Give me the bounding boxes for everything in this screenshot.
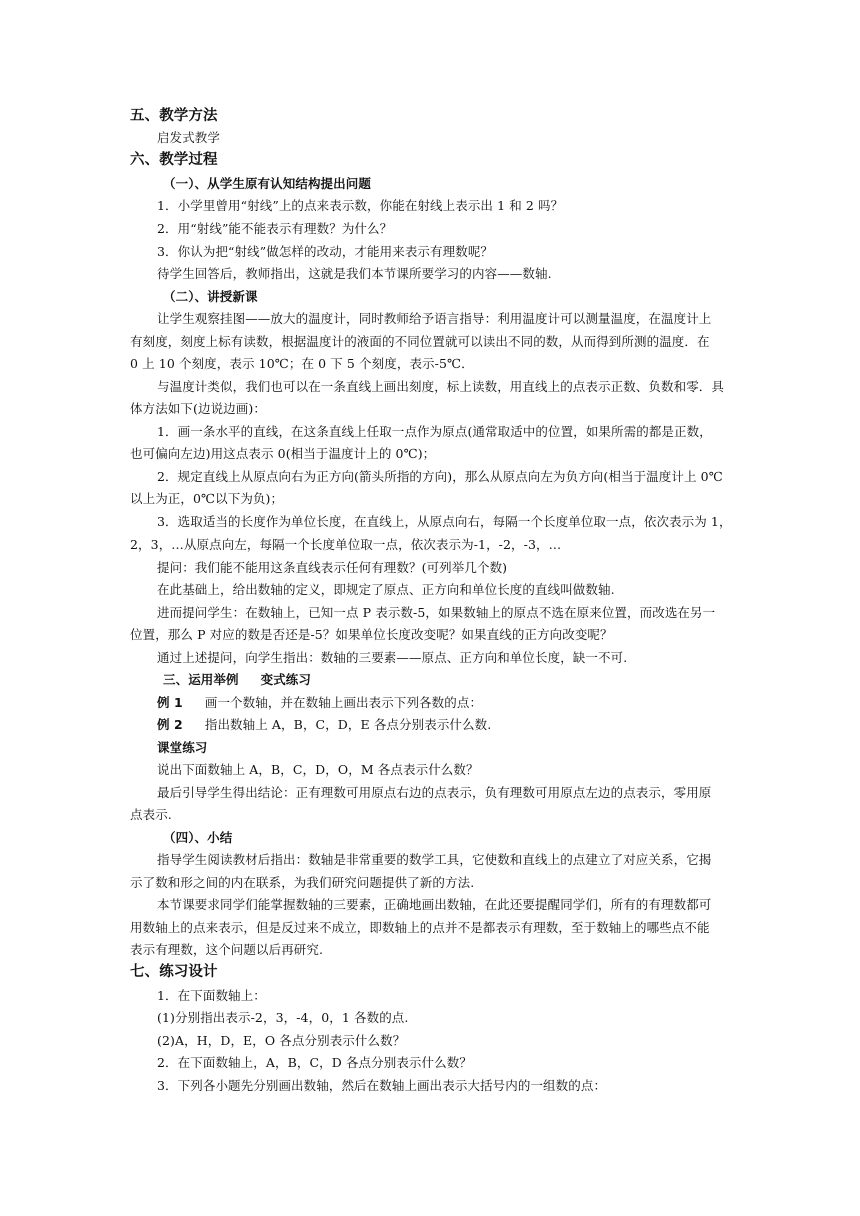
sub3-heading-part1: 三、运用举例: [163, 672, 239, 687]
sub4-heading: （四）、小结: [163, 830, 233, 845]
sub2-step2-line2: 以上为正，0℃以下为负)；: [130, 491, 284, 506]
exercise-1a: (1)分别指出表示-2，3，-4，0，1 各数的点.: [157, 1010, 409, 1025]
example-1: [157, 695, 735, 711]
sub3-final-line2: 点表示.: [130, 807, 172, 822]
example-1-text: 画一个数轴，并在数轴上画出表示下列各数的点：: [204, 695, 483, 710]
sub4-p1-line2: 示了数和形之间的内在联系，为我们研究问题提供了新的方法.: [130, 875, 475, 890]
sub2-step1-line2: 也可偏向左边)用这点表示 0(相当于温度计上的 0℃)；: [130, 446, 436, 461]
practice-text: 说出下面数轴上 A，B，C，D，O，M 各点表示什么数？: [157, 762, 479, 777]
sub2-step2-line1: 2．规定直线上从原点向右为正方向(箭头所指的方向)，那么从原点向左为负方向(相当于温度计上 0℃: [157, 469, 723, 484]
sub1-q2: 2．用“射线”能不能表示有理数？为什么？: [157, 221, 393, 236]
section-5-text: 启发式教学: [157, 130, 221, 145]
section-6-heading: 六、教学过程: [130, 152, 218, 168]
sub4-p2-line3: 表示有理数，这个问题以后再研究.: [130, 942, 324, 957]
sub2-heading: （二）、讲授新课: [163, 289, 258, 304]
sub2-define: 在此基础上，给出数轴的定义，即规定了原点、正方向和单位长度的直线叫做数轴.: [157, 582, 615, 597]
exercise-1: 1．在下面数轴上：: [157, 988, 266, 1003]
sub2-further-line2: 位置，那么 P 对应的数是否还是-5？如果单位长度改变呢？如果直线的正方向改变呢？: [130, 627, 613, 642]
sub1-after: 待学生回答后，教师指出，这就是我们本节课所要学习的内容——数轴.: [157, 266, 552, 281]
sub3-final-line1: 最后引导学生得出结论：正有理数可用原点右边的点表示，负有理数可用原点左边的点表示，零用原: [157, 785, 712, 800]
sub2-p2-line1: 与温度计类似，我们也可以在一条直线上画出刻度，标上读数，用直线上的点表示正数、负数和零．具: [157, 379, 725, 394]
exercise-1b: (2)A，H，D，E，O 各点分别表示什么数？: [157, 1033, 406, 1048]
sub2-conclude: 通过上述提问，向学生指出：数轴的三要素——原点、正方向和单位长度，缺一不可.: [157, 650, 628, 665]
sub2-step1-line1: 1．画一条水平的直线，在这条直线上任取一点作为原点(通常取适中的位置，如果所需的都是正数，: [157, 424, 712, 439]
sub2-step3-line1: 3．选取适当的长度作为单位长度，在直线上，从原点向右，每隔一个长度单位取一点，依次表示为 1，: [157, 514, 732, 529]
sub2-p2-line2: 体方法如下(边说边画)：: [130, 401, 266, 416]
sub2-step3-line2: 2，3，…从原点向左，每隔一个长度单位取一点，依次表示为-1，-2，-3，…: [130, 537, 562, 552]
exercise-2: 2．在下面数轴上，A，B，C，D 各点分别表示什么数？: [157, 1055, 472, 1070]
example-2-text: 指出数轴上 A，B，C，D，E 各点分别表示什么数.: [204, 717, 492, 732]
sub2-further-line1: 进而提问学生：在数轴上，已知一点 P 表示数-5，如果数轴上的原点不选在原来位置，而改选在另一: [157, 605, 716, 620]
sub1-heading: （一）、从学生原有认知结构提出问题: [163, 176, 371, 191]
section-5-heading: 五、教学方法: [130, 108, 218, 124]
sub2-p1-line1: 让学生观察挂图——放大的温度计，同时教师给予语言指导：利用温度计可以测量温度，在温度计上: [157, 311, 712, 326]
sub4-p2-line1: 本节课要求同学们能掌握数轴的三要素，正确地画出数轴，在此还要提醒同学们，所有的有理数都可: [157, 897, 712, 912]
sub2-p1-line3: 0 上 10 个刻度，表示 10℃；在 0 下 5 个刻度，表示-5℃．: [130, 356, 474, 371]
sub2-p1-line2: 有刻度，刻度上标有读数，根据温度计的液面的不同位置就可以读出不同的数，从而得到所测的温度．在: [130, 334, 710, 349]
exercise-3: 3．下列各小题先分别画出数轴，然后在数轴上画出表示大括号内的一组数的点：: [157, 1078, 607, 1093]
sub4-p1-line1: 指导学生阅读教材后指出：数轴是非常重要的数学工具，它使数和直线上的点建立了对应关系，它揭: [157, 852, 712, 867]
example-2-label: 例 2: [157, 717, 183, 732]
sub3-heading: [163, 672, 735, 688]
practice-heading: 课堂练习: [157, 740, 208, 755]
example-2: [157, 717, 735, 733]
sub1-q1: 1．小学里曾用“射线”上的点来表示数，你能在射线上表示出 1 和 2 吗？: [157, 198, 564, 213]
sub2-ask: 提问：我们能不能用这条直线表示任何有理数？(可列举几个数): [157, 560, 508, 575]
section-7-heading: 七、练习设计: [130, 964, 218, 980]
sub4-p2-line2: 用数轴上的点来表示，但是反过来不成立，即数轴上的点并不是都表示有理数，至于数轴上的哪些点不能: [130, 920, 710, 935]
example-1-label: 例 1: [157, 695, 183, 710]
sub1-q3: 3．你认为把“射线”做怎样的改动，才能用来表示有理数呢？: [157, 244, 494, 259]
sub3-heading-part2: 变式练习: [260, 672, 312, 687]
